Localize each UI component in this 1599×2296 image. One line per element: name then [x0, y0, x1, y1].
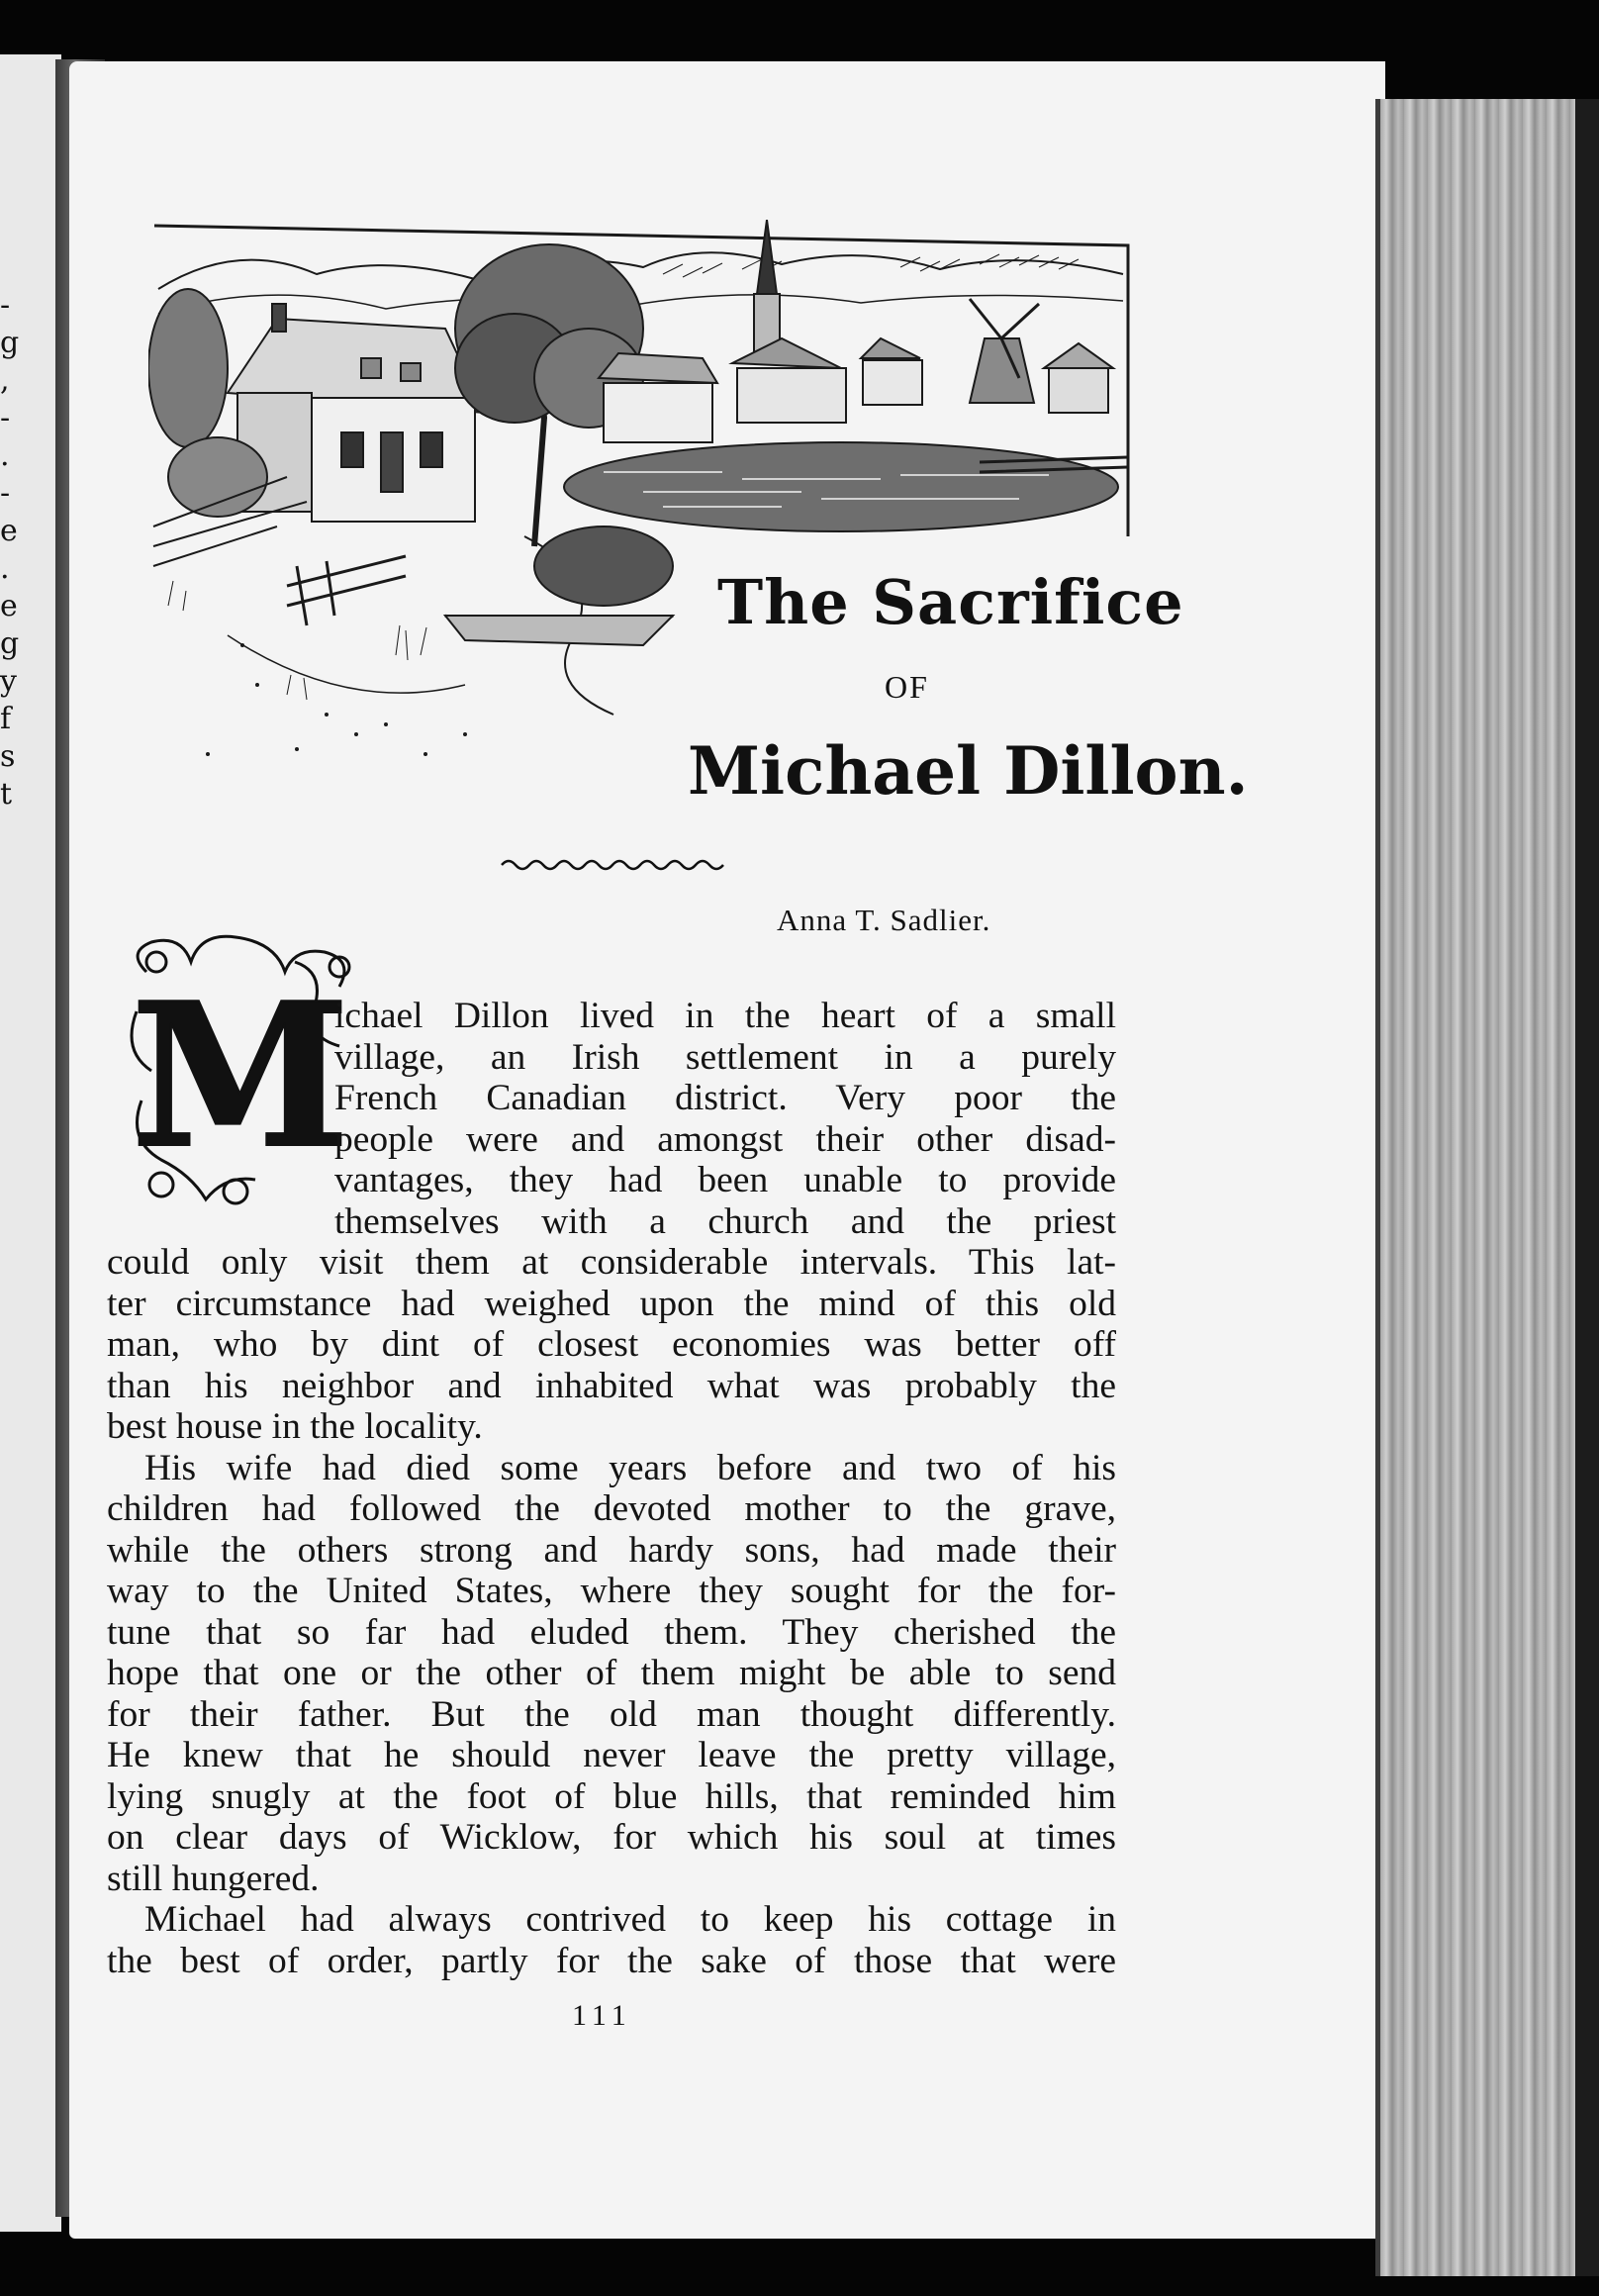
- decorative-squiggle: [500, 853, 727, 875]
- page-stack-edges: [1380, 99, 1578, 2276]
- facing-page-margin-text: - g , - . - e . e g y f s t: [0, 288, 20, 812]
- text-line: while the others strong and hardy sons, had made their: [107, 1529, 1116, 1571]
- page-number: 111: [572, 1999, 632, 2032]
- story-title-line1: The Sacrifice: [717, 566, 1184, 638]
- author-byline: Anna T. Sadlier.: [777, 903, 991, 937]
- text-line: lying snugly at the foot of blue hills, that reminded him: [107, 1775, 1116, 1817]
- text-line: on clear days of Wicklow, for which his soul at times: [107, 1817, 1116, 1858]
- text-line: people were and amongst their other disad-: [334, 1118, 1116, 1160]
- text-line: French Canadian district. Very poor the: [334, 1078, 1116, 1118]
- text-line: vantages, they had been unable to provide: [334, 1160, 1116, 1200]
- text-line: He knew that he should never leave the pretty village,: [107, 1735, 1116, 1775]
- text-line: could only visit them at considerable intervals. This lat-: [107, 1242, 1116, 1283]
- text-line: hope that one or the other of them might be able to send: [107, 1653, 1116, 1693]
- text-line: Michael had always contrived to keep his cottage in: [144, 1899, 1116, 1940]
- text-line: ichael Dillon lived in the heart of a small: [334, 996, 1116, 1036]
- village-illustration: [148, 220, 1134, 774]
- story-title-of: OF: [885, 669, 929, 705]
- drop-cap-letter: M: [131, 960, 350, 1193]
- text-line: children had followed the devoted mother to the grave,: [107, 1488, 1116, 1529]
- text-line: than his neighbor and inhabited what was probably the: [107, 1365, 1116, 1406]
- text-line: village, an Irish settlement in a purely: [334, 1036, 1116, 1078]
- story-body: [107, 996, 1116, 1981]
- story-title-line2: Michael Dillon.: [688, 732, 1249, 810]
- text-line: man, who by dint of closest economies was better off: [107, 1324, 1116, 1365]
- text-line: still hungered.: [107, 1858, 320, 1899]
- text-line: ter circumstance had weighed upon the mind of this old: [107, 1283, 1116, 1324]
- text-line: best house in the locality.: [107, 1406, 483, 1447]
- text-line: way to the United States, where they sought for the for-: [107, 1571, 1116, 1611]
- text-line: for their father. But the old man thought differently.: [107, 1693, 1116, 1735]
- book-cover-edge: [1575, 99, 1599, 2276]
- text-line: themselves with a church and the priest: [334, 1200, 1116, 1242]
- text-line: the best of order, partly for the sake of those that were: [107, 1940, 1116, 1981]
- text-line: His wife had died some years before and two of his: [144, 1447, 1116, 1488]
- text-line: tune that so far had eluded them. They cherished the: [107, 1611, 1116, 1653]
